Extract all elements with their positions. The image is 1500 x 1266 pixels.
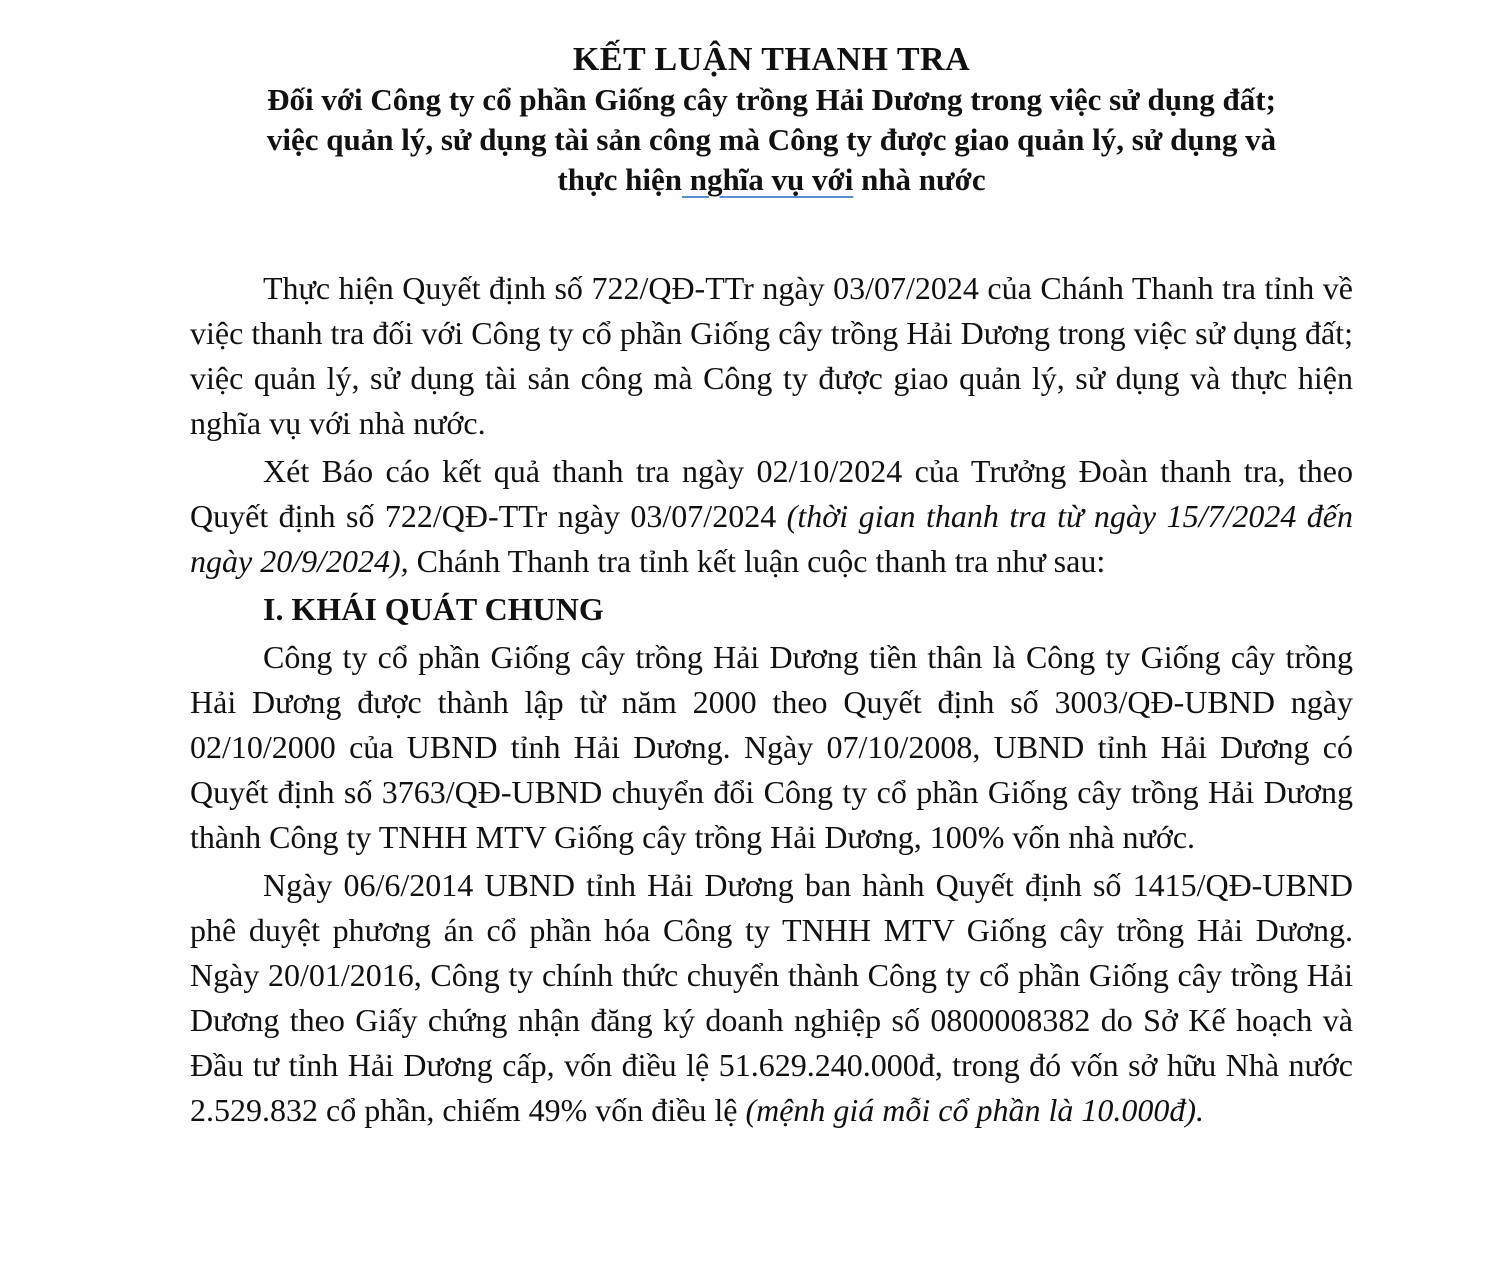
paragraph-equitization (190, 863, 1353, 1133)
document-page (190, 40, 1353, 1136)
paragraph-report-review (190, 449, 1353, 584)
document-subtitle-line-2: việc quản lý, sử dụng tài sản công mà Công ty được giao quản lý, sử dụng và (266, 122, 1277, 157)
report-review-text-end: Chánh Thanh tra tỉnh kết luận cuộc thanh tra như sau: (408, 543, 1106, 579)
subtitle-line-3-end: nhà nước (853, 162, 986, 197)
section-heading-general-overview: I. KHÁI QUÁT CHUNG (263, 591, 604, 627)
report-review-italic-note: (thời gian thanh tra từ ngày 15/7/2024 đến ngày 20/9/2024), (190, 498, 1354, 579)
subtitle-underlined-phrase: nghĩa vụ với (681, 162, 854, 197)
document-subtitle-line-1: Đối với Công ty cổ phần Giống cây trồng Hải Dương trong việc sử dụng đất; (267, 82, 1276, 117)
equitization-text: Ngày 06/6/2014 UBND tỉnh Hải Dương ban hành Quyết định số 1415/QĐ-UBND phê duyệt phương án cổ phần hóa Công ty TNHH MTV Giống cây trồng Hải Dương. Ngày 20/01/2016, Công ty chính thức chuyển thành Công ty cổ phần Giống cây trồng Hải Dương theo Giấy chứng nhận đăng ký doanh nghiệp số 0800008382 do Sở Kế hoạch và Đầu tư tỉnh Hải Dương cấp, vốn điều lệ 51.629.240.000đ, trong đó vốn sở hữu Nhà nước 2.529.832 cổ phần, chiếm 49% vốn điều lệ (190, 867, 1353, 1128)
equitization-italic-note: (mệnh giá mỗi cổ phần là 10.000đ). (745, 1092, 1205, 1128)
subtitle-line-3-start: thực hiện (557, 162, 682, 197)
report-review-text-start: Xét Báo cáo kết quả thanh tra ngày 02/10/2024 của Trưởng Đoàn thanh tra, theo Quyết định số 722/QĐ-TTr ngày 03/07/2024 (190, 453, 1353, 534)
document-title: KẾT LUẬN THANH TRA (572, 41, 971, 78)
paragraph-implementation: Thực hiện Quyết định số 722/QĐ-TTr ngày 03/07/2024 của Chánh Thanh tra tỉnh về việc thanh tra đối với Công ty cổ phần Giống cây trồng Hải Dương trong việc sử dụng đất; việc quản lý, sử dụng tài sản công mà Công ty được giao quản lý, sử dụng và thực hiện nghĩa vụ với nhà nước. (190, 270, 1353, 441)
document-title-block (190, 40, 1353, 200)
document-subtitle-line-3 (190, 160, 1353, 200)
paragraph-company-history: Công ty cổ phần Giống cây trồng Hải Dương tiền thân là Công ty Giống cây trồng Hải Dương được thành lập từ năm 2000 theo Quyết định số 3003/QĐ-UBND ngày 02/10/2000 của UBND tỉnh Hải Dương. Ngày 07/10/2008, UBND tỉnh Hải Dương có Quyết định số 3763/QĐ-UBND chuyển đổi Công ty cổ phần Giống cây trồng Hải Dương thành Công ty TNHH MTV Giống cây trồng Hải Dương, 100% vốn nhà nước. (190, 639, 1353, 855)
